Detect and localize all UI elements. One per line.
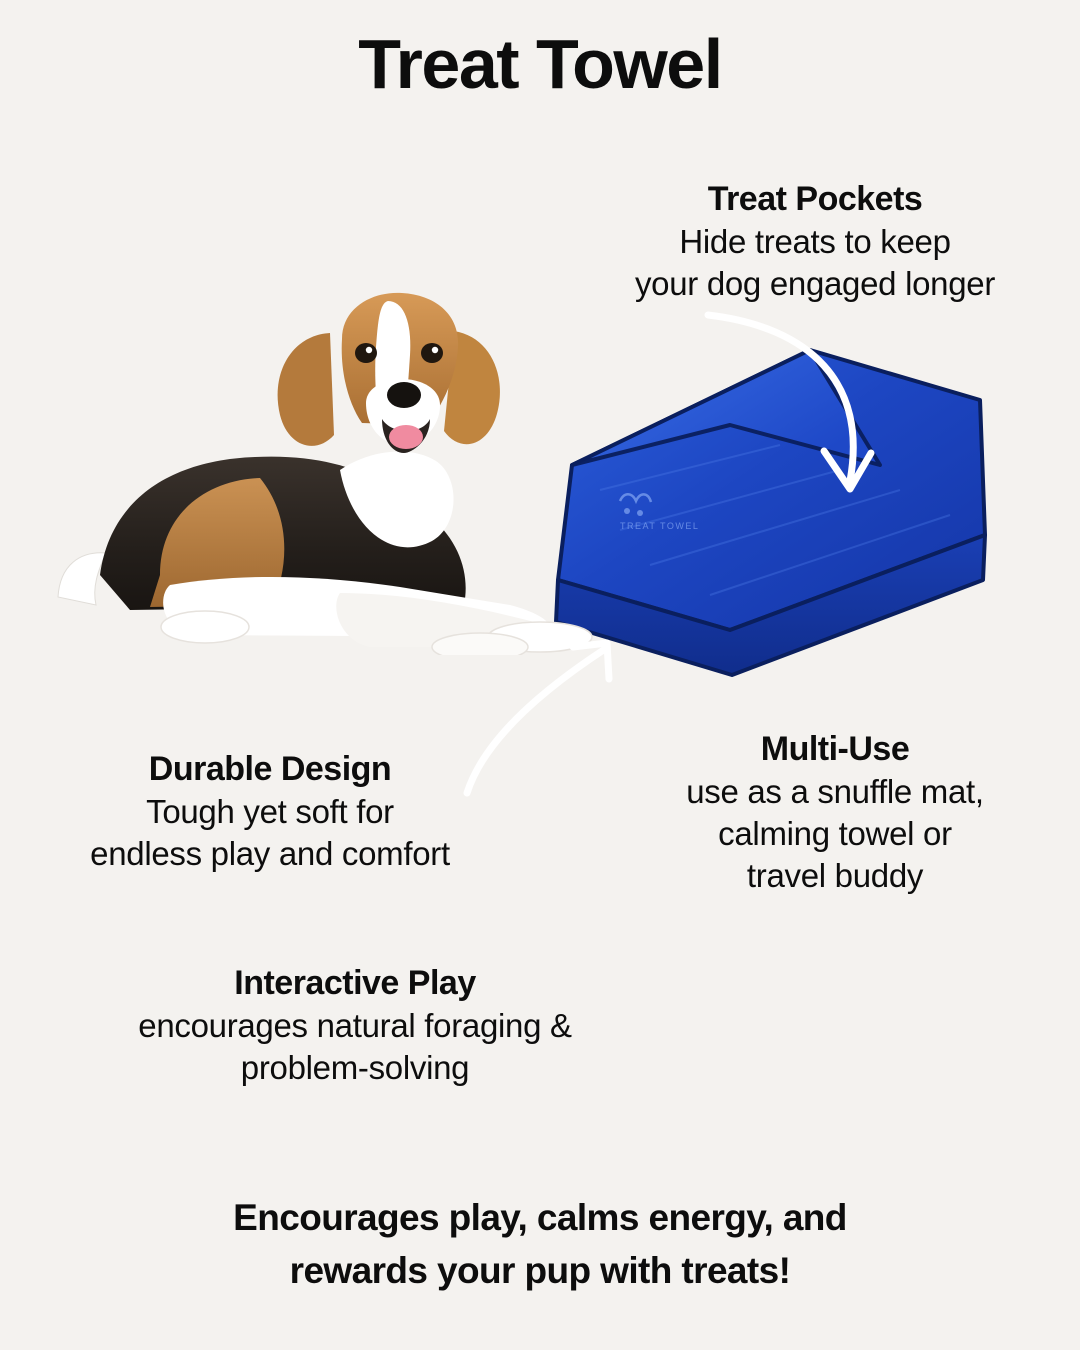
callout-treat-pockets-heading: Treat Pockets xyxy=(707,180,923,218)
curved-arrow-down-icon xyxy=(700,305,890,525)
callout-durable-design-line2: endless play and comfort xyxy=(90,834,450,872)
svg-text:TREAT TOWEL: TREAT TOWEL xyxy=(620,521,700,531)
dog-photo xyxy=(40,275,660,655)
callout-multi-use-heading: Multi-Use xyxy=(760,730,910,768)
callout-multi-use-line2: calming towel or xyxy=(718,814,952,852)
callout-interactive-play-heading: Interactive Play xyxy=(234,964,476,1002)
callout-treat-pockets xyxy=(560,178,1070,305)
callout-interactive-play xyxy=(55,962,655,1089)
callout-multi-use-line3: travel buddy xyxy=(746,856,924,894)
page-title: Treat Towel xyxy=(358,25,722,103)
callout-treat-pockets-line1: Hide treats to keep xyxy=(679,222,951,260)
callout-multi-use-line1: use as a snuffle mat, xyxy=(686,772,984,810)
callout-multi-use xyxy=(610,728,1060,897)
tagline-line2: rewards your pup with treats! xyxy=(289,1249,791,1291)
callout-interactive-play-line2: problem-solving xyxy=(240,1048,470,1086)
callout-treat-pockets-line2: your dog engaged longer xyxy=(634,264,996,302)
callout-durable-design-line1: Tough yet soft for xyxy=(146,792,394,830)
tagline-line1: Encourages play, calms energy, and xyxy=(233,1197,847,1238)
callout-durable-design-heading: Durable Design xyxy=(148,750,392,788)
tagline xyxy=(0,1192,1080,1297)
callout-interactive-play-line1: encourages natural foraging & xyxy=(138,1006,572,1044)
callout-durable-design xyxy=(10,748,530,875)
